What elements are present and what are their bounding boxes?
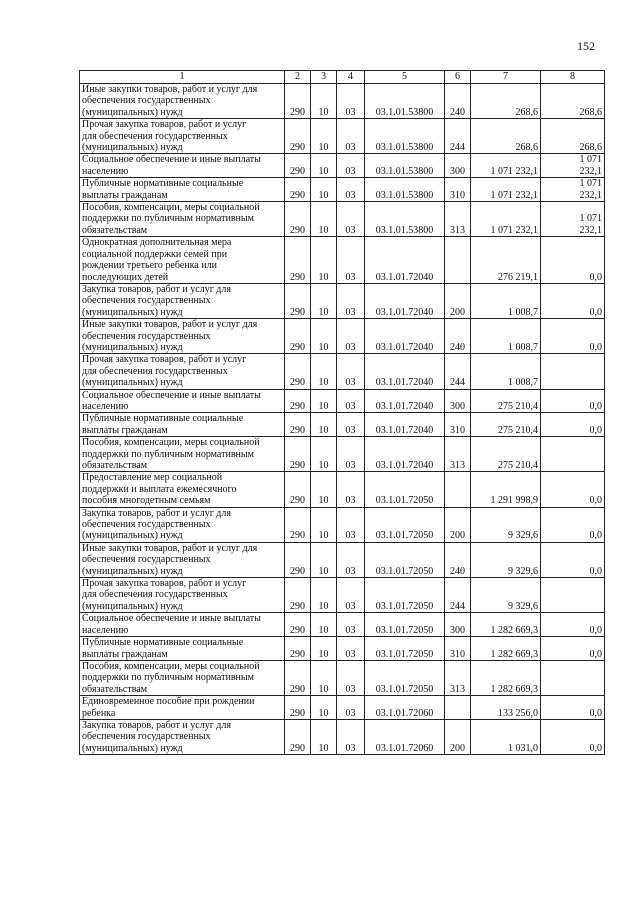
row-name-cell: Пособия, компенсации, меры социальной поддержки по публичным нормативным обязательствам: [80, 202, 285, 237]
row-section-cell: 10: [311, 202, 337, 237]
row-code-cell: 290: [285, 613, 311, 637]
row-section-cell: 10: [311, 542, 337, 577]
header-cell: 8: [541, 71, 605, 84]
row-amount-cell: 1 071 232,1: [471, 154, 541, 178]
row-code-cell: 290: [285, 119, 311, 154]
table-row: [80, 84, 605, 119]
row-amount-cell: 268,6: [471, 84, 541, 119]
table-row: [80, 178, 605, 202]
table-row: [80, 578, 605, 613]
row-target-article-cell: 03.1.01.72050: [365, 542, 445, 577]
header-cell: 3: [311, 71, 337, 84]
row-target-article-cell: 03.1.01.72050: [365, 660, 445, 695]
row-expense-type-cell: 244: [445, 119, 471, 154]
row-name-cell: Публичные нормативные социальные выплаты гражданам: [80, 413, 285, 437]
row-amount-cell: 1 008,7: [471, 283, 541, 318]
row-code-cell: 290: [285, 319, 311, 354]
row-section-cell: 10: [311, 178, 337, 202]
row-amount-cell: 1 282 669,3: [471, 637, 541, 661]
row-section-cell: 10: [311, 637, 337, 661]
row-subsection-cell: 03: [337, 507, 365, 542]
row-subsection-cell: 03: [337, 437, 365, 472]
row-amount-next-cell: 0,0: [541, 472, 605, 507]
row-section-cell: 10: [311, 413, 337, 437]
row-amount-cell: 9 329,6: [471, 507, 541, 542]
row-subsection-cell: 03: [337, 319, 365, 354]
table-body: [80, 84, 605, 755]
row-amount-next-cell: [541, 578, 605, 613]
row-subsection-cell: 03: [337, 237, 365, 284]
row-subsection-cell: 03: [337, 613, 365, 637]
row-subsection-cell: 03: [337, 696, 365, 720]
row-name-cell: Иные закупки товаров, работ и услуг для обеспечения государственных (муниципальных) нужд: [80, 84, 285, 119]
row-subsection-cell: 03: [337, 84, 365, 119]
row-code-cell: 290: [285, 283, 311, 318]
row-section-cell: 10: [311, 472, 337, 507]
row-expense-type-cell: 313: [445, 202, 471, 237]
row-subsection-cell: 03: [337, 202, 365, 237]
row-amount-cell: 9 329,6: [471, 542, 541, 577]
row-target-article-cell: 03.1.01.72040: [365, 437, 445, 472]
row-target-article-cell: 03.1.01.72050: [365, 472, 445, 507]
row-expense-type-cell: [445, 472, 471, 507]
table-row: [80, 283, 605, 318]
row-amount-next-cell: 0,0: [541, 319, 605, 354]
row-name-cell: Социальное обеспечение и иные выплаты населению: [80, 154, 285, 178]
row-target-article-cell: 03.1.01.53800: [365, 202, 445, 237]
row-subsection-cell: 03: [337, 154, 365, 178]
row-name-cell: Пособия, компенсации, меры социальной поддержки по публичным нормативным обязательствам: [80, 437, 285, 472]
row-code-cell: 290: [285, 154, 311, 178]
row-code-cell: 290: [285, 696, 311, 720]
row-code-cell: 290: [285, 719, 311, 754]
table-row: [80, 437, 605, 472]
row-section-cell: 10: [311, 437, 337, 472]
table-row: [80, 119, 605, 154]
row-subsection-cell: 03: [337, 178, 365, 202]
row-amount-cell: 1 031,0: [471, 719, 541, 754]
row-amount-next-cell: 1 071 232,1: [541, 202, 605, 237]
table-row: [80, 413, 605, 437]
table-row: [80, 354, 605, 389]
row-subsection-cell: 03: [337, 578, 365, 613]
row-subsection-cell: 03: [337, 660, 365, 695]
row-expense-type-cell: 300: [445, 389, 471, 413]
row-expense-type-cell: 240: [445, 84, 471, 119]
table-row: [80, 389, 605, 413]
row-section-cell: 10: [311, 507, 337, 542]
page-number: 152: [577, 39, 595, 53]
header-cell: 6: [445, 71, 471, 84]
row-code-cell: 290: [285, 389, 311, 413]
row-amount-cell: 1 008,7: [471, 354, 541, 389]
row-expense-type-cell: 200: [445, 507, 471, 542]
row-expense-type-cell: 240: [445, 542, 471, 577]
row-target-article-cell: 03.1.01.72040: [365, 237, 445, 284]
table-row: [80, 507, 605, 542]
row-expense-type-cell: 300: [445, 613, 471, 637]
row-name-cell: Закупка товаров, работ и услуг для обеспечения государственных (муниципальных) нужд: [80, 283, 285, 318]
row-amount-next-cell: 0,0: [541, 696, 605, 720]
row-target-article-cell: 03.1.01.72040: [365, 319, 445, 354]
row-code-cell: 290: [285, 637, 311, 661]
row-amount-next-cell: 0,0: [541, 413, 605, 437]
row-amount-next-cell: 0,0: [541, 389, 605, 413]
row-code-cell: 290: [285, 354, 311, 389]
row-amount-next-cell: 1 071 232,1: [541, 154, 605, 178]
row-amount-next-cell: [541, 660, 605, 695]
table-row: [80, 696, 605, 720]
row-subsection-cell: 03: [337, 542, 365, 577]
row-expense-type-cell: [445, 696, 471, 720]
row-name-cell: Закупка товаров, работ и услуг для обеспечения государственных (муниципальных) нужд: [80, 507, 285, 542]
row-name-cell: Публичные нормативные социальные выплаты гражданам: [80, 178, 285, 202]
row-amount-cell: 1 008,7: [471, 319, 541, 354]
header-cell: 7: [471, 71, 541, 84]
table-row: [80, 542, 605, 577]
row-name-cell: Однократная дополнительная мера социальной поддержки семей при рождении третьего ребенка или последующих детей: [80, 237, 285, 284]
row-code-cell: 290: [285, 660, 311, 695]
row-code-cell: 290: [285, 84, 311, 119]
row-target-article-cell: 03.1.01.53800: [365, 84, 445, 119]
table-row: [80, 472, 605, 507]
row-subsection-cell: 03: [337, 283, 365, 318]
row-code-cell: 290: [285, 437, 311, 472]
row-section-cell: 10: [311, 389, 337, 413]
row-expense-type-cell: 200: [445, 283, 471, 318]
header-cell: 4: [337, 71, 365, 84]
table-row: [80, 202, 605, 237]
row-amount-cell: 1 291 998,9: [471, 472, 541, 507]
row-amount-next-cell: 0,0: [541, 237, 605, 284]
row-amount-cell: 9 329,6: [471, 578, 541, 613]
budget-table: [79, 70, 605, 755]
row-code-cell: 290: [285, 237, 311, 284]
row-subsection-cell: 03: [337, 637, 365, 661]
row-target-article-cell: 03.1.01.53800: [365, 119, 445, 154]
row-amount-next-cell: 268,6: [541, 84, 605, 119]
row-amount-cell: 275 210,4: [471, 413, 541, 437]
row-amount-next-cell: 268,6: [541, 119, 605, 154]
row-subsection-cell: 03: [337, 719, 365, 754]
row-amount-next-cell: [541, 354, 605, 389]
table-row: [80, 613, 605, 637]
row-target-article-cell: 03.1.01.72040: [365, 354, 445, 389]
row-subsection-cell: 03: [337, 389, 365, 413]
row-amount-cell: 133 256,0: [471, 696, 541, 720]
row-expense-type-cell: 310: [445, 178, 471, 202]
row-amount-next-cell: 0,0: [541, 507, 605, 542]
table-row: [80, 637, 605, 661]
row-name-cell: Прочая закупка товаров, работ и услуг для обеспечения государственных (муниципальных) нужд: [80, 578, 285, 613]
row-section-cell: 10: [311, 660, 337, 695]
row-expense-type-cell: 310: [445, 413, 471, 437]
header-cell: 5: [365, 71, 445, 84]
row-target-article-cell: 03.1.01.53800: [365, 178, 445, 202]
row-target-article-cell: 03.1.01.72050: [365, 613, 445, 637]
row-section-cell: 10: [311, 696, 337, 720]
row-name-cell: Публичные нормативные социальные выплаты гражданам: [80, 637, 285, 661]
row-target-article-cell: 03.1.01.72040: [365, 413, 445, 437]
row-section-cell: 10: [311, 578, 337, 613]
row-target-article-cell: 03.1.01.72040: [365, 389, 445, 413]
row-name-cell: Социальное обеспечение и иные выплаты населению: [80, 389, 285, 413]
row-amount-next-cell: 0,0: [541, 637, 605, 661]
row-section-cell: 10: [311, 237, 337, 284]
header-cell: 2: [285, 71, 311, 84]
table-row: [80, 319, 605, 354]
table-header-row: [80, 71, 605, 84]
row-amount-cell: 275 210,4: [471, 389, 541, 413]
table-row: [80, 719, 605, 754]
row-subsection-cell: 03: [337, 413, 365, 437]
table-row: [80, 154, 605, 178]
row-code-cell: 290: [285, 178, 311, 202]
row-expense-type-cell: 300: [445, 154, 471, 178]
row-amount-cell: 1 071 232,1: [471, 178, 541, 202]
row-section-cell: 10: [311, 319, 337, 354]
row-amount-next-cell: 0,0: [541, 542, 605, 577]
row-expense-type-cell: [445, 237, 471, 284]
row-code-cell: 290: [285, 202, 311, 237]
row-amount-next-cell: 0,0: [541, 283, 605, 318]
row-amount-cell: 268,6: [471, 119, 541, 154]
row-amount-cell: 276 219,1: [471, 237, 541, 284]
row-amount-next-cell: 1 071 232,1: [541, 178, 605, 202]
row-name-cell: Закупка товаров, работ и услуг для обеспечения государственных (муниципальных) нужд: [80, 719, 285, 754]
row-expense-type-cell: 313: [445, 437, 471, 472]
row-target-article-cell: 03.1.01.53800: [365, 154, 445, 178]
row-name-cell: Предоставление мер социальной поддержки и выплата ежемесячного пособия многодетным семьям: [80, 472, 285, 507]
row-section-cell: 10: [311, 84, 337, 119]
row-amount-cell: 1 282 669,3: [471, 613, 541, 637]
row-section-cell: 10: [311, 154, 337, 178]
row-target-article-cell: 03.1.01.72050: [365, 578, 445, 613]
row-amount-next-cell: [541, 437, 605, 472]
row-code-cell: 290: [285, 578, 311, 613]
row-subsection-cell: 03: [337, 354, 365, 389]
row-subsection-cell: 03: [337, 472, 365, 507]
row-section-cell: 10: [311, 354, 337, 389]
row-amount-next-cell: 0,0: [541, 719, 605, 754]
row-section-cell: 10: [311, 719, 337, 754]
row-expense-type-cell: 313: [445, 660, 471, 695]
row-section-cell: 10: [311, 283, 337, 318]
row-subsection-cell: 03: [337, 119, 365, 154]
row-expense-type-cell: 200: [445, 719, 471, 754]
row-target-article-cell: 03.1.01.72040: [365, 283, 445, 318]
row-target-article-cell: 03.1.01.72060: [365, 696, 445, 720]
header-cell: 1: [80, 71, 285, 84]
table-row: [80, 660, 605, 695]
row-expense-type-cell: 240: [445, 319, 471, 354]
row-code-cell: 290: [285, 507, 311, 542]
row-name-cell: Иные закупки товаров, работ и услуг для обеспечения государственных (муниципальных) нужд: [80, 319, 285, 354]
row-name-cell: Социальное обеспечение и иные выплаты населению: [80, 613, 285, 637]
row-name-cell: Прочая закупка товаров, работ и услуг для обеспечения государственных (муниципальных) нужд: [80, 119, 285, 154]
row-target-article-cell: 03.1.01.72060: [365, 719, 445, 754]
row-amount-next-cell: 0,0: [541, 613, 605, 637]
row-expense-type-cell: 244: [445, 578, 471, 613]
table-row: [80, 237, 605, 284]
row-section-cell: 10: [311, 119, 337, 154]
row-amount-cell: 1 071 232,1: [471, 202, 541, 237]
row-code-cell: 290: [285, 542, 311, 577]
row-name-cell: Прочая закупка товаров, работ и услуг для обеспечения государственных (муниципальных) нужд: [80, 354, 285, 389]
row-target-article-cell: 03.1.01.72050: [365, 507, 445, 542]
row-expense-type-cell: 310: [445, 637, 471, 661]
row-code-cell: 290: [285, 472, 311, 507]
row-section-cell: 10: [311, 613, 337, 637]
row-target-article-cell: 03.1.01.72050: [365, 637, 445, 661]
row-name-cell: Единовременное пособие при рождении ребенка: [80, 696, 285, 720]
row-name-cell: Пособия, компенсации, меры социальной поддержки по публичным нормативным обязательствам: [80, 660, 285, 695]
row-expense-type-cell: 244: [445, 354, 471, 389]
row-amount-cell: 1 282 669,3: [471, 660, 541, 695]
row-amount-cell: 275 210,4: [471, 437, 541, 472]
row-name-cell: Иные закупки товаров, работ и услуг для обеспечения государственных (муниципальных) нужд: [80, 542, 285, 577]
row-code-cell: 290: [285, 413, 311, 437]
